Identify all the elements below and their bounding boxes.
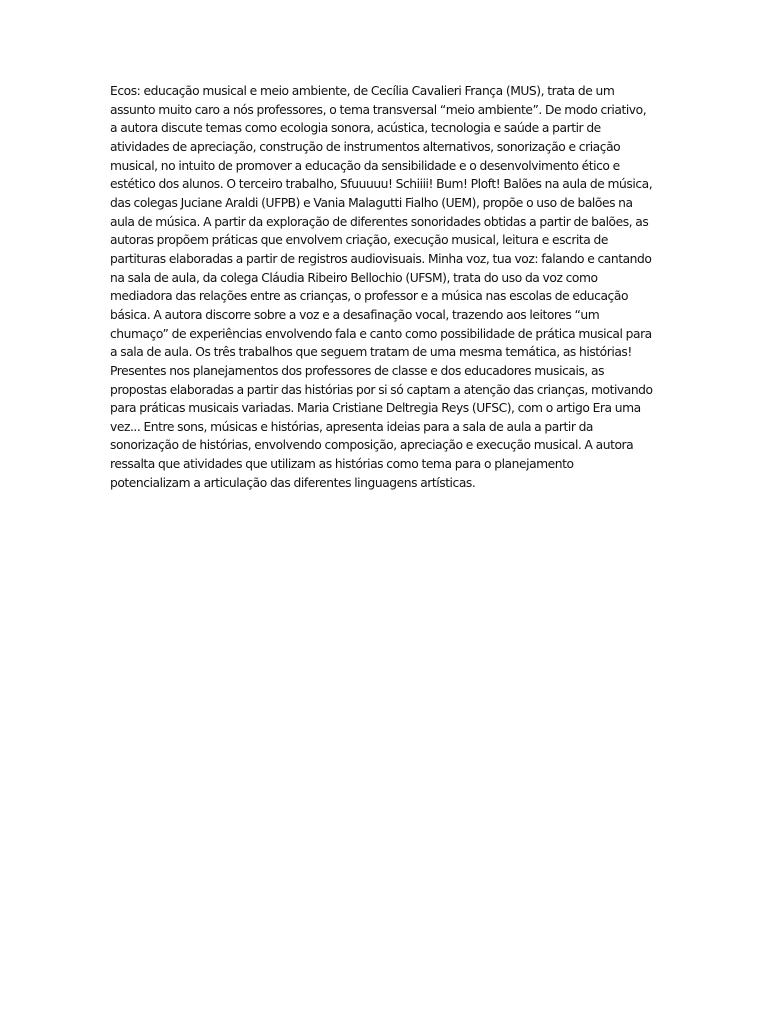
text-line: estético dos alunos. O terceiro trabalho, Sfuuuuu! Schiiii! Bum! Ploft! Balões na aula de música, xyxy=(110,177,653,192)
text-line: assunto muito caro a nós professores, o tema transversal “meio ambiente”. De modo criativo, xyxy=(110,102,647,117)
text-line: na sala de aula, da colega Cláudia Ribeiro Bellochio (UFSM), trata do uso da voz como xyxy=(110,270,598,285)
text-line: para práticas musicais variadas. Maria Cristiane Deltregia Reys (UFSC), com o artigo Era uma xyxy=(110,401,641,416)
text-line: propostas elaboradas a partir das histórias por si só captam a atenção das crianças, motivando xyxy=(110,382,653,397)
text-line: ressalta que atividades que utilizam as histórias como tema para o planejamento xyxy=(110,457,574,472)
text-line: Presentes nos planejamentos dos professores de classe e dos educadores musicais, as xyxy=(110,363,605,378)
text-line: autoras propõem práticas que envolvem criação, execução musical, leitura e escrita de xyxy=(110,233,609,248)
text-line: a sala de aula. Os três trabalhos que seguem tratam de uma mesma temática, as histórias! xyxy=(110,345,632,360)
text-line: sonorização de histórias, envolvendo composição, apreciação e execução musical. A autora xyxy=(110,438,634,453)
text-line: das colegas Juciane Araldi (UFPB) e Vania Malagutti Fialho (UEM), propõe o uso de balões na xyxy=(110,195,633,210)
text-line: Ecos: educação musical e meio ambiente, de Cecília Cavalieri França (MUS), trata de um xyxy=(110,84,615,98)
text-line: vez... Entre sons, músicas e histórias, apresenta ideias para a sala de aula a partir da xyxy=(110,419,594,434)
text-line: atividades de apreciação, construção de instrumentos alternativos, sonorização e criação xyxy=(110,139,621,154)
text-line: potencializam a articulação das diferentes linguagens artísticas. xyxy=(110,475,476,490)
text-line: aula de música. A partir da exploração de diferentes sonoridades obtidas a partir de balões, as xyxy=(110,214,649,229)
body-paragraph xyxy=(110,82,670,492)
text-line: básica. A autora discorre sobre a voz e a desafinação vocal, trazendo aos leitores “um xyxy=(110,307,600,322)
text-line: a autora discute temas como ecologia sonora, acústica, tecnologia e saúde a partir de xyxy=(110,121,601,136)
text-line: chumaço” de experiências envolvendo fala e canto como possibilidade de prática musical para xyxy=(110,326,652,341)
text-line: musical, no intuito de promover a educação da sensibilidade e o desenvolvimento ético e xyxy=(110,158,620,173)
text-line: mediadora das relações entre as crianças, o professor e a música nas escolas de educação xyxy=(110,289,629,304)
text-line: partituras elaboradas a partir de registros audiovisuais. Minha voz, tua voz: falando e cantando xyxy=(110,251,652,266)
